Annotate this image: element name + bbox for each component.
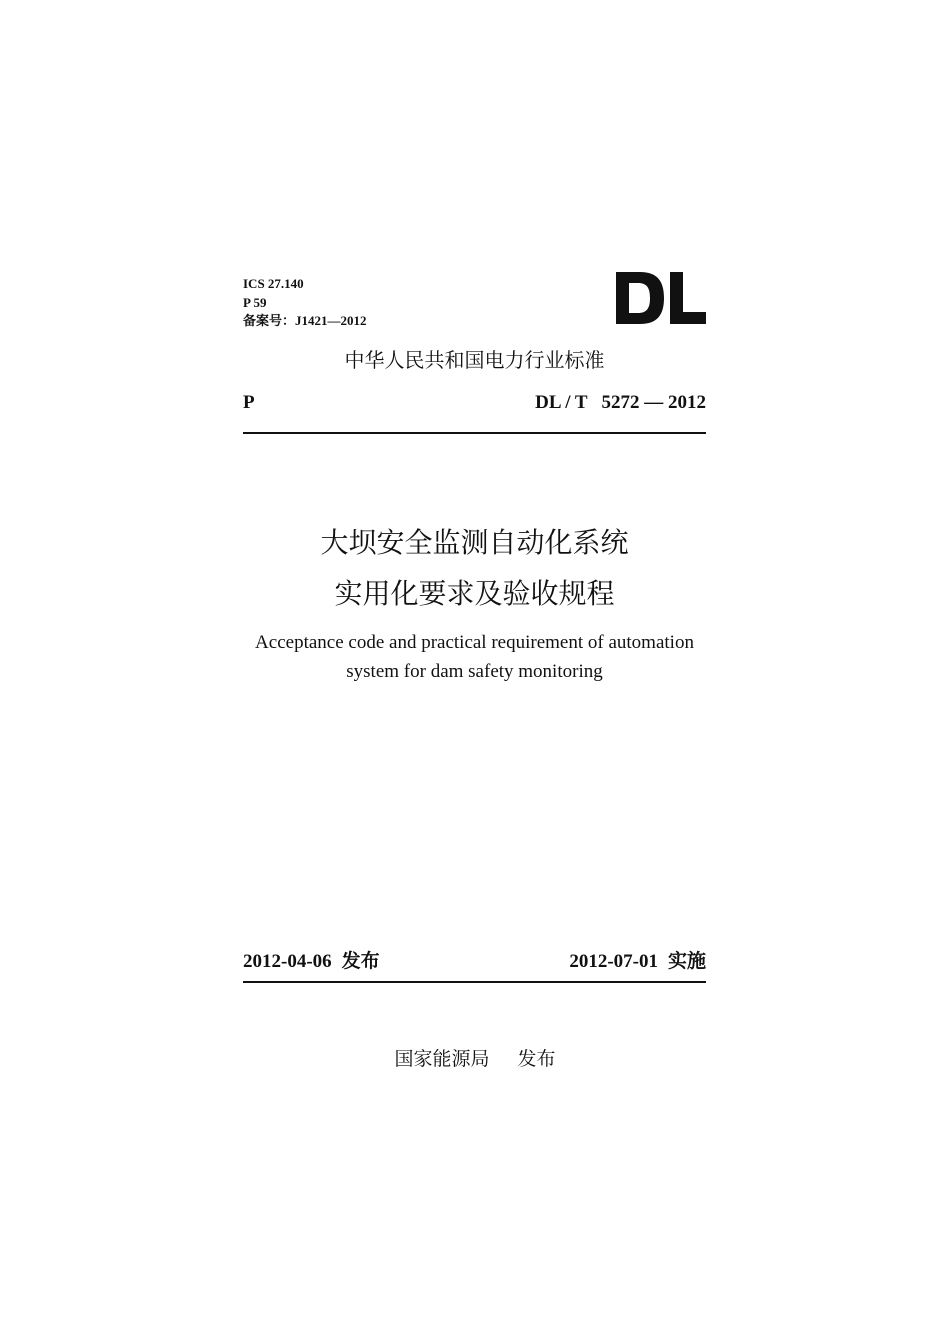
classification-code: P 59	[243, 295, 267, 310]
organization-title: 中华人民共和国电力行业标准	[344, 348, 605, 372]
issue-label: 发布	[341, 950, 380, 972]
ics-code: ICS 27.140	[243, 276, 304, 291]
title-chinese-line-1: 大坝安全监测自动化系统	[320, 526, 629, 559]
issue-date-block	[243, 948, 380, 975]
effective-label: 实施	[667, 950, 706, 972]
title-chinese-line-2: 实用化要求及验收规程	[334, 577, 615, 610]
title-english-line-1: Acceptance code and practical requirement of automation	[255, 632, 694, 653]
title-english-line-2: system for dam safety monitoring	[346, 661, 603, 682]
publisher-line	[0, 1046, 950, 1072]
bottom-divider	[243, 981, 706, 983]
issue-date: 2012-04-06	[243, 951, 332, 972]
effective-date-block	[569, 948, 706, 975]
record-number: 备案号：J1421—2012	[243, 313, 367, 328]
standard-number: DL / T 5272 — 2012	[535, 392, 706, 413]
standard-class-letter: P	[243, 392, 255, 413]
publisher-verb: 发布	[517, 1048, 556, 1070]
effective-date: 2012-07-01	[569, 951, 658, 972]
top-divider	[243, 432, 706, 434]
dl-logo	[614, 270, 708, 326]
publisher-name: 国家能源局	[394, 1048, 490, 1070]
